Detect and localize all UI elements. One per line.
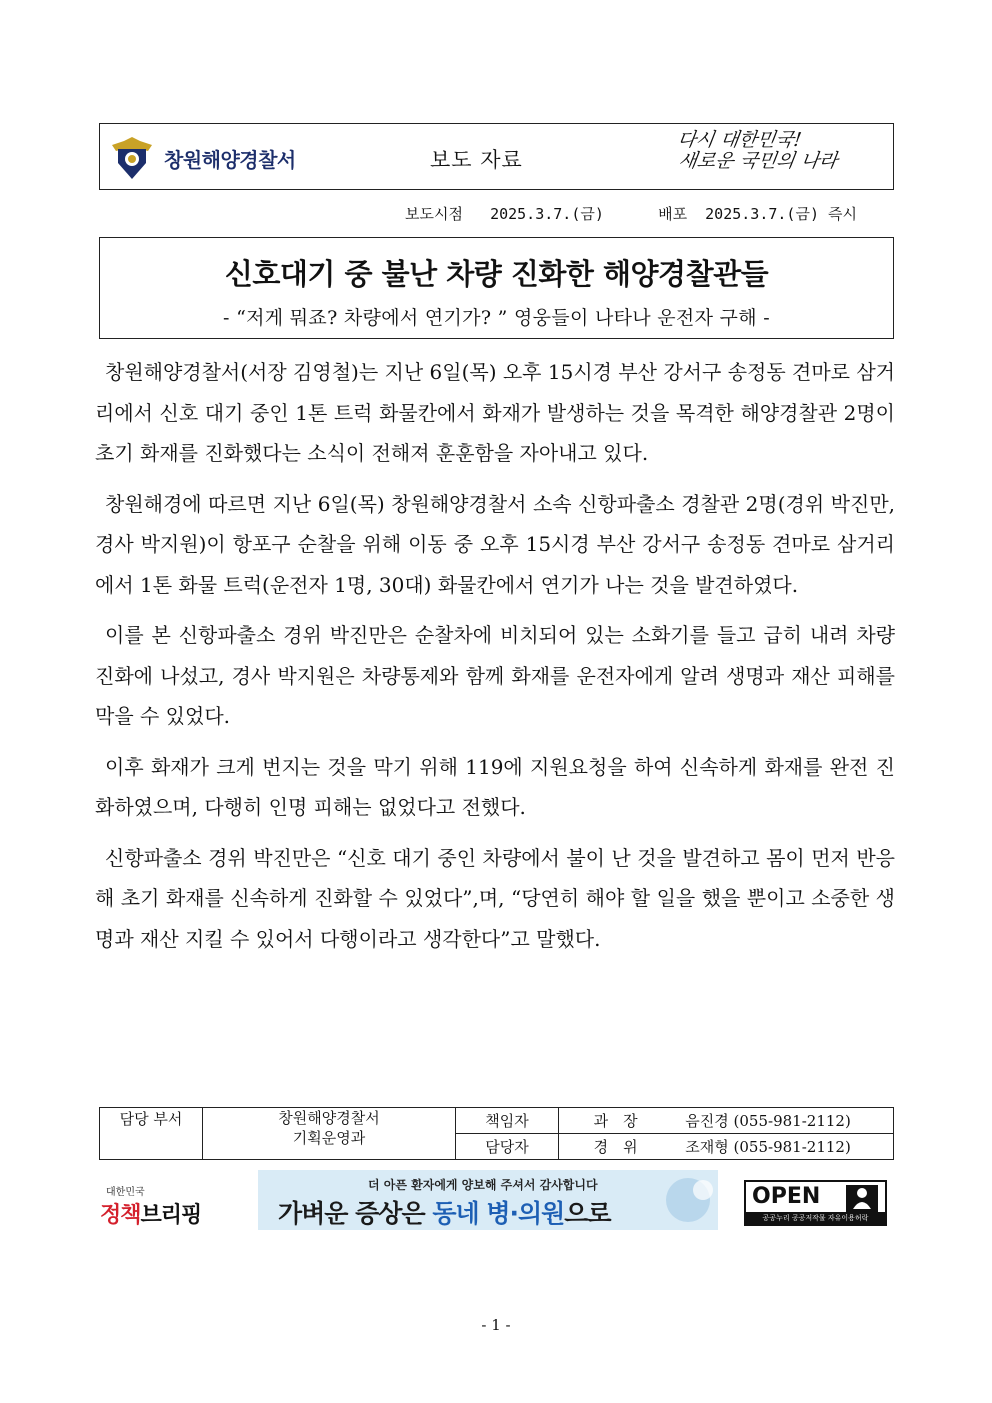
banner-top-text: 더 아픈 환자에게 양보해 주셔서 감사합니다 [368,1178,598,1192]
kogl-open-badge[interactable] [744,1180,887,1226]
paragraph-5: 신항파출소 경위 박진만은 “신호 대기 중인 차량에서 불이 난 것을 발견하고 몸이 먼저 반응해 초기 화재를 신속하게 진화할 수 있었다”,며, “당연히 해야 할 일을 했을 뿐이고 소중한 생명과 재산 지킬 수 있어서 다행이라고 생각한다”고 말했다. [95,845,895,951]
release-date-line [405,203,857,224]
briefing-small-text: 대한민국 [106,1187,145,1198]
slogan-line-1: 다시 대한민국! [676,129,803,151]
article-body [95,352,895,969]
paragraph-2: 창원해경에 따르면 지난 6일(목) 창원해양경찰서 소속 신항파출소 경찰관 2명(경위 박진만, 경사 박지원)이 항포구 순찰을 위해 이동 중 오후 15시경 부산 강서구 송정동 견마로 삼거리에서 1톤 화물 트럭(운전자 1명, 30대) 화물칸에서 연기가 나는 것을 발견하였다. [95,491,895,597]
dept-line-2: 기획운영과 [292,1129,366,1147]
rank-label: 경 위 [593,1138,638,1156]
person-cell [559,1108,894,1134]
person-contact: 음진경 (055-981-2112) [685,1112,851,1130]
dept-line-1: 창원해양경찰서 [278,1109,380,1127]
org-name: 창원해양경찰서 [164,148,296,172]
main-title: 신호대기 중 불난 차량 진화한 해양경찰관들 [224,257,769,291]
doc-type-label: 보도 자료 [430,148,523,172]
contact-table [99,1107,894,1160]
open-word: OPEN [752,1184,821,1209]
role-label: 책임자 [485,1112,529,1130]
title-box [99,237,894,339]
footer-banner-row [0,1168,992,1232]
page-number: - 1 - [481,1316,511,1334]
briefing-big-text [100,1198,210,1229]
release-date: 2025.3.7.(금) [490,205,604,223]
distribute-label: 배포 [658,205,688,223]
briefing-big-b: 브리핑 [140,1203,202,1228]
person-contact: 조재형 (055-981-2112) [685,1138,851,1156]
release-label: 보도시점 [405,205,463,223]
paragraph-3: 이를 본 신항파출소 경위 박진만은 순찰차에 비치되어 있는 소화기를 들고 급히 내려 차량 진화에 나섰고, 경사 박지원은 차량통제와 함께 화재를 운전자에게 알려 생명과 재산 피해를 막을 수 있었다. [95,623,895,728]
policy-briefing-logo[interactable] [100,1183,210,1229]
public-campaign-banner[interactable] [258,1170,718,1230]
role-cell [456,1134,559,1160]
distribute-date: 2025.3.7.(금) 즉시 [705,205,857,223]
paragraph-4: 이후 화재가 크게 번지는 것을 막기 위해 119에 지원요청을 하여 신속하게 화재를 완전 진화하였으며, 다행히 인명 피해는 없었다고 전했다. [95,754,895,819]
rank-label: 과 장 [593,1112,638,1130]
sub-title: - “저게 뭐죠? 차량에서 연기가? ” 영웅들이 나타나 운전자 구해 - [223,307,770,329]
table-row [100,1108,894,1134]
coast-guard-emblem-icon [110,135,154,181]
banner-decoration-icon [648,1170,718,1230]
dept-label: 담당 부서 [119,1110,183,1128]
banner-main-c: 으로 [564,1199,611,1228]
role-cell [456,1108,559,1134]
dept-label-cell [100,1108,203,1160]
banner-main-b: 동네 병·의원 [432,1199,565,1228]
attribution-person-icon [846,1185,878,1212]
dept-name-cell [203,1108,456,1160]
briefing-big-a: 정책 [100,1203,141,1228]
role-label: 담당자 [485,1138,529,1156]
banner-main-a: 가벼운 증상은 [278,1199,433,1228]
slogan [673,130,879,172]
slogan-line-2: 새로운 국민의 나라 [677,150,840,172]
paragraph-1: 창원해양경찰서(서장 김영철)는 지난 6일(목) 오후 15시경 부산 강서구 송정동 견마로 삼거리에서 신호 대기 중인 1톤 트럭 화물칸에서 화재가 발생하는 것을 목격한 해양경찰관 2명이 초기 화재를 진화했다는 소식이 전해져 훈훈함을 자아내고 있다. [95,360,895,465]
open-caption: 공공누리 공공저작물 자유이용허락 [746,1212,885,1224]
header-box [99,123,894,190]
banner-main-text [278,1194,611,1230]
person-cell [559,1134,894,1160]
